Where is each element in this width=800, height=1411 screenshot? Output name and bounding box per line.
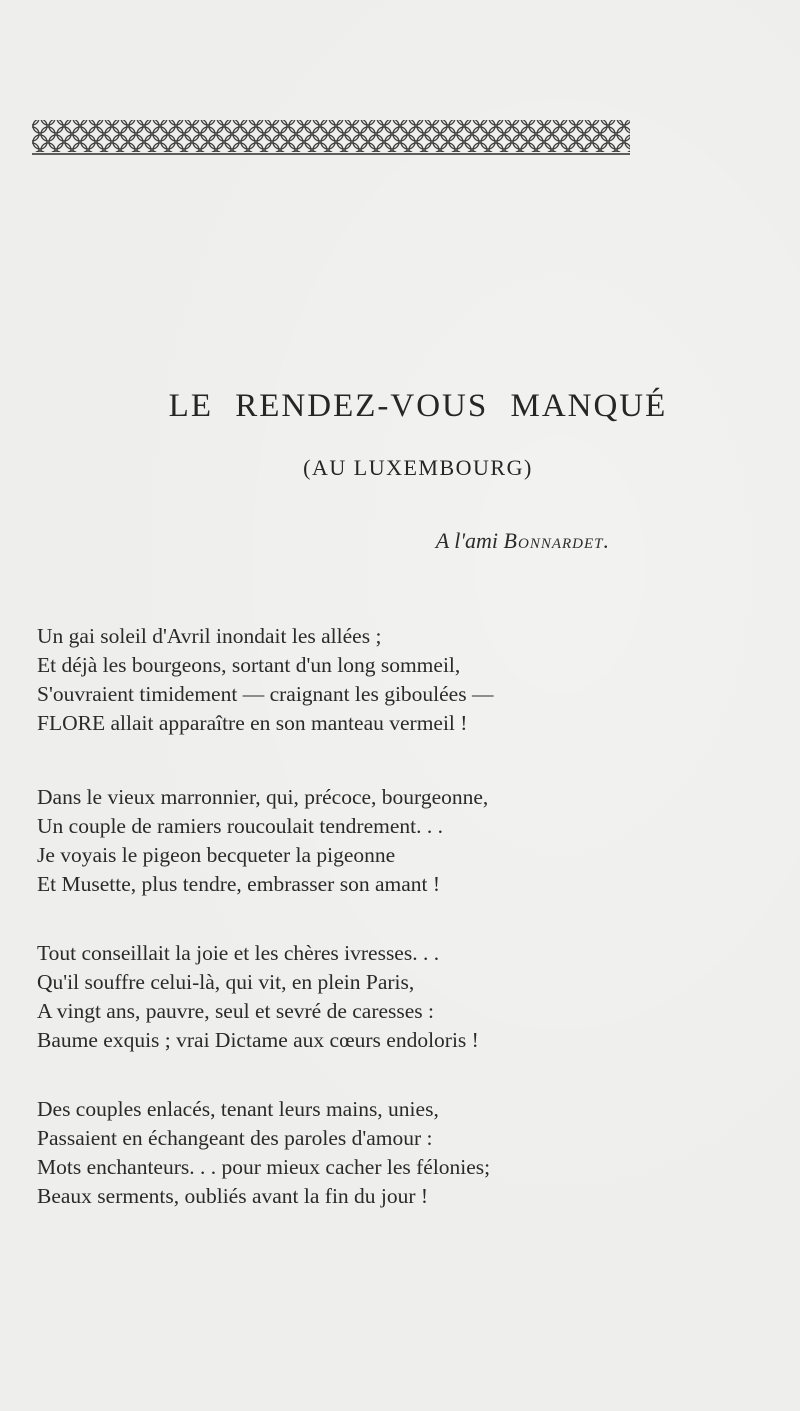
- verse-line: Un gai soleil d'Avril inondait les allées ;: [37, 624, 382, 648]
- verse-line: Qu'il souffre celui-là, qui vit, en plein Paris,: [37, 970, 415, 994]
- dedication-prefix: A l'ami: [435, 528, 504, 553]
- stanza-3: [37, 939, 479, 1055]
- poem-title: LE RENDEZ-VOUS MANQUÉ: [168, 388, 668, 424]
- verse-line: FLORE allait apparaître en son manteau vermeil !: [37, 711, 468, 735]
- verse-line: Mots enchanteurs. . . pour mieux cacher les félonies;: [37, 1155, 491, 1179]
- verse-line: Des couples enlacés, tenant leurs mains, unies,: [37, 1097, 439, 1121]
- verse-line: Et Musette, plus tendre, embrasser son amant !: [37, 872, 441, 896]
- verse-line: Dans le vieux marronnier, qui, précoce, bourgeonne,: [37, 785, 489, 809]
- verse-line: Passaient en échangeant des paroles d'amour :: [37, 1126, 433, 1150]
- verse-line: Je voyais le pigeon becqueter la pigeonne: [37, 843, 396, 867]
- verse-line: Baume exquis ; vrai Dictame aux cœurs endoloris !: [37, 1028, 479, 1052]
- stanza-4: [37, 1095, 490, 1211]
- dedication: [436, 528, 610, 554]
- poem-subtitle: (AU LUXEMBOURG): [303, 455, 533, 480]
- verse-line: S'ouvraient timidement — craignant les giboulées —: [37, 682, 494, 706]
- verse-line: Et déjà les bourgeons, sortant d'un long sommeil,: [37, 653, 461, 677]
- stanza-2: [37, 783, 488, 899]
- verse-line: Un couple de ramiers roucoulait tendrement. . .: [37, 814, 443, 838]
- verse-line: Tout conseillait la joie et les chères ivresses. . .: [37, 941, 440, 965]
- ornament-band-icon: [32, 118, 630, 156]
- verse-line: A vingt ans, pauvre, seul et sevré de caresses :: [37, 999, 435, 1023]
- dedication-name: Bonnardet.: [503, 528, 610, 553]
- verse-line: Beaux serments, oubliés avant la fin du jour !: [37, 1184, 429, 1208]
- stanza-1: [37, 622, 493, 738]
